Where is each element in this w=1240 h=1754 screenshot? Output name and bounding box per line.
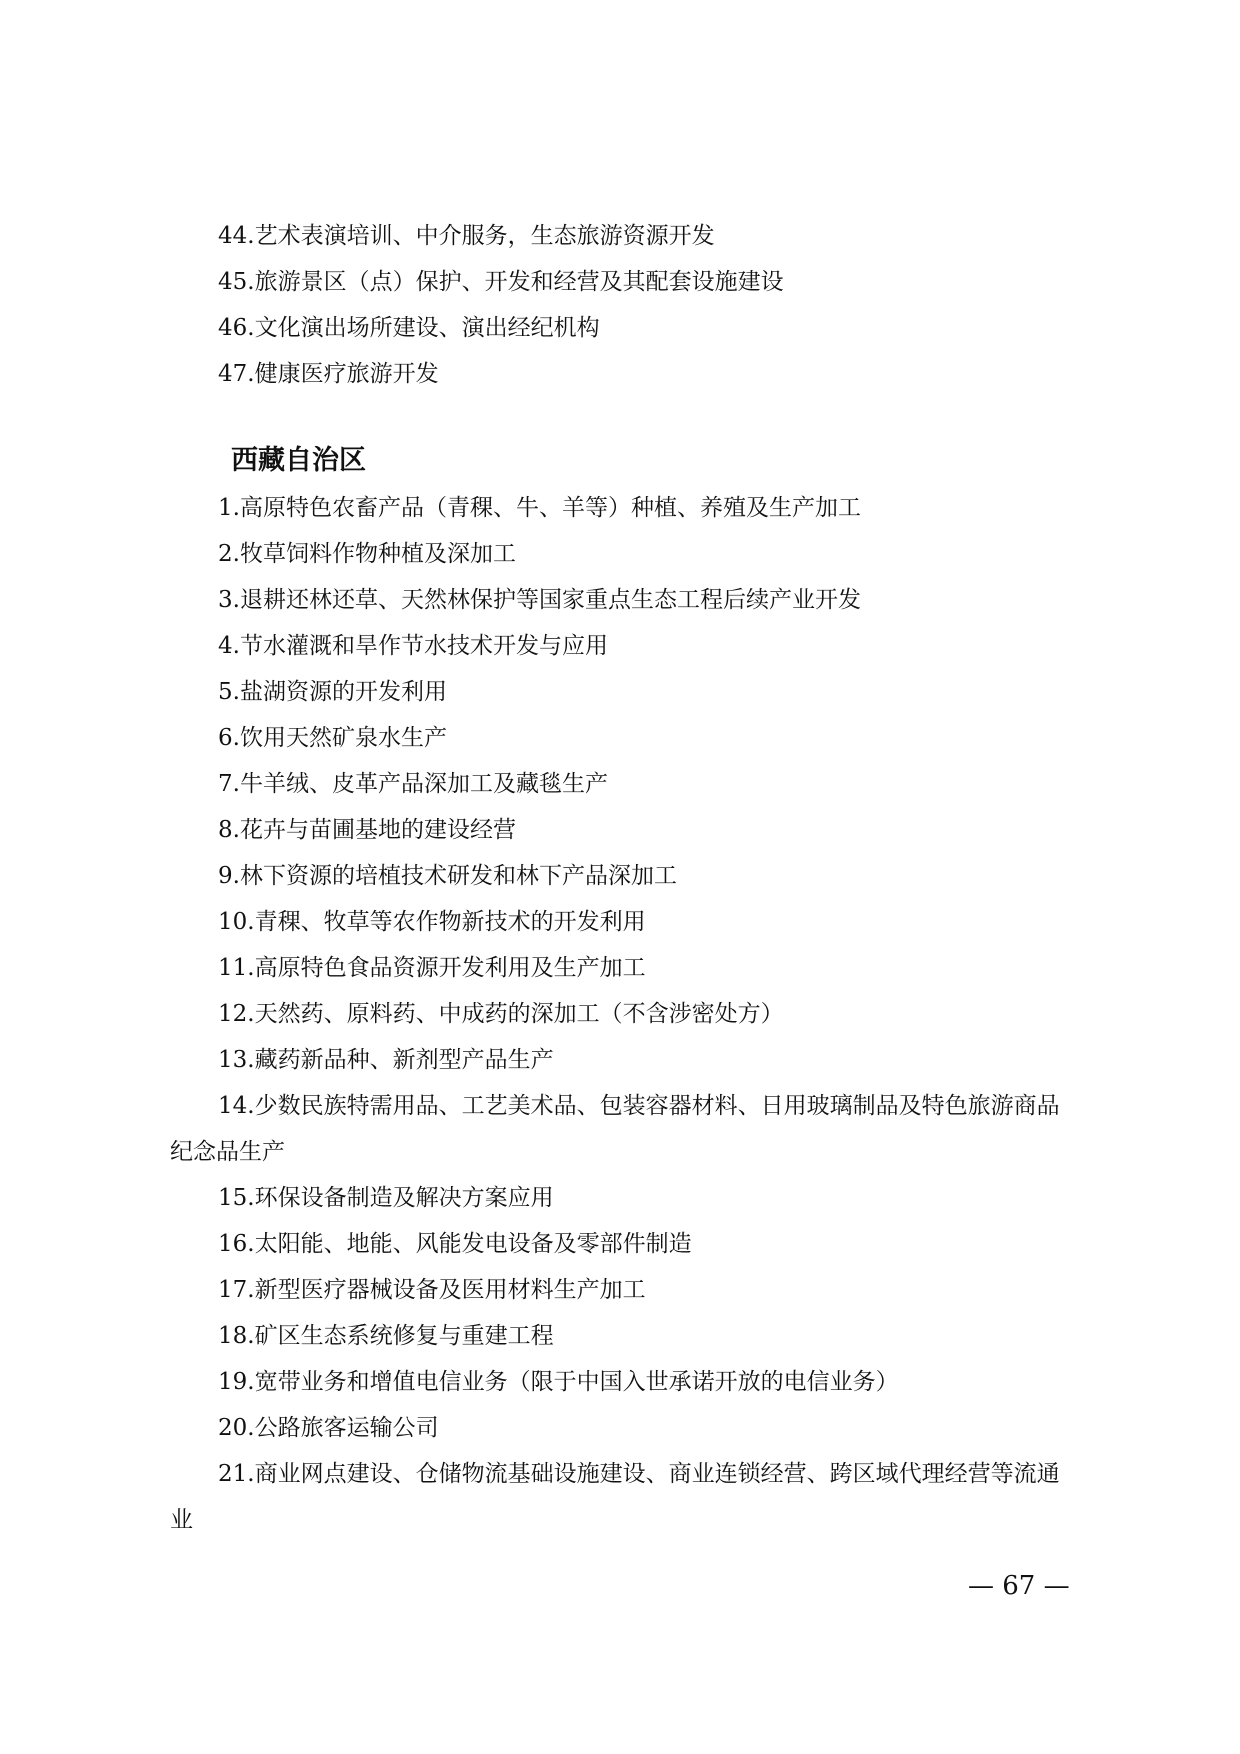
list-item-7: 7.牛羊绒、皮革产品深加工及藏毯生产 (218, 771, 608, 797)
list-item-10: 10.青稞、牧草等农作物新技术的开发利用 (218, 909, 646, 935)
list-item-18: 18.矿区生态系统修复与重建工程 (218, 1323, 554, 1349)
list-item-16: 16.太阳能、地能、风能发电设备及零部件制造 (218, 1231, 692, 1257)
document-content (170, 213, 1080, 1543)
list-item-8: 8.花卉与苗圃基地的建设经营 (218, 817, 516, 843)
section-title-tibet: 西藏自治区 (231, 445, 366, 476)
section-spacer (170, 397, 1080, 437)
list-item-17: 17.新型医疗器械设备及医用材料生产加工 (218, 1277, 646, 1303)
list-item-9: 9.林下资源的培植技术研发和林下产品深加工 (218, 863, 677, 889)
list-item-21: 21.商业网点建设、仓储物流基础设施建设、商业连锁经营、跨区域代理经营等流通业 (170, 1461, 1060, 1533)
list-item-1: 1.高原特色农畜产品（青稞、牛、羊等）种植、养殖及生产加工 (218, 495, 861, 521)
list-item-3: 3.退耕还林还草、天然林保护等国家重点生态工程后续产业开发 (218, 587, 861, 613)
list-item-46: 46.文化演出场所建设、演出经纪机构 (218, 315, 600, 341)
list-item-14: 14.少数民族特需用品、工艺美术品、包装容器材料、日用玻璃制品及特色旅游商品纪念品生产 (170, 1093, 1060, 1165)
list-item-6: 6.饮用天然矿泉水生产 (218, 725, 447, 751)
list-item-20: 20.公路旅客运输公司 (218, 1415, 439, 1441)
list-item-15: 15.环保设备制造及解决方案应用 (218, 1185, 554, 1211)
list-item-44: 44.艺术表演培训、中介服务，生态旅游资源开发 (218, 223, 715, 249)
list-item-47: 47.健康医疗旅游开发 (218, 361, 439, 387)
list-item-4: 4.节水灌溉和旱作节水技术开发与应用 (218, 633, 608, 659)
list-item-19: 19.宽带业务和增值电信业务（限于中国入世承诺开放的电信业务） (218, 1369, 899, 1395)
page-number: — 67 — (968, 1571, 1070, 1601)
list-item-12: 12.天然药、原料药、中成药的深加工（不含涉密处方） (218, 1001, 784, 1027)
list-item-2: 2.牧草饲料作物种植及深加工 (218, 541, 516, 567)
list-item-11: 11.高原特色食品资源开发利用及生产加工 (218, 955, 646, 981)
list-item-13: 13.藏药新品种、新剂型产品生产 (218, 1047, 554, 1073)
list-item-45: 45.旅游景区（点）保护、开发和经营及其配套设施建设 (218, 269, 784, 295)
list-item-5: 5.盐湖资源的开发利用 (218, 679, 447, 705)
